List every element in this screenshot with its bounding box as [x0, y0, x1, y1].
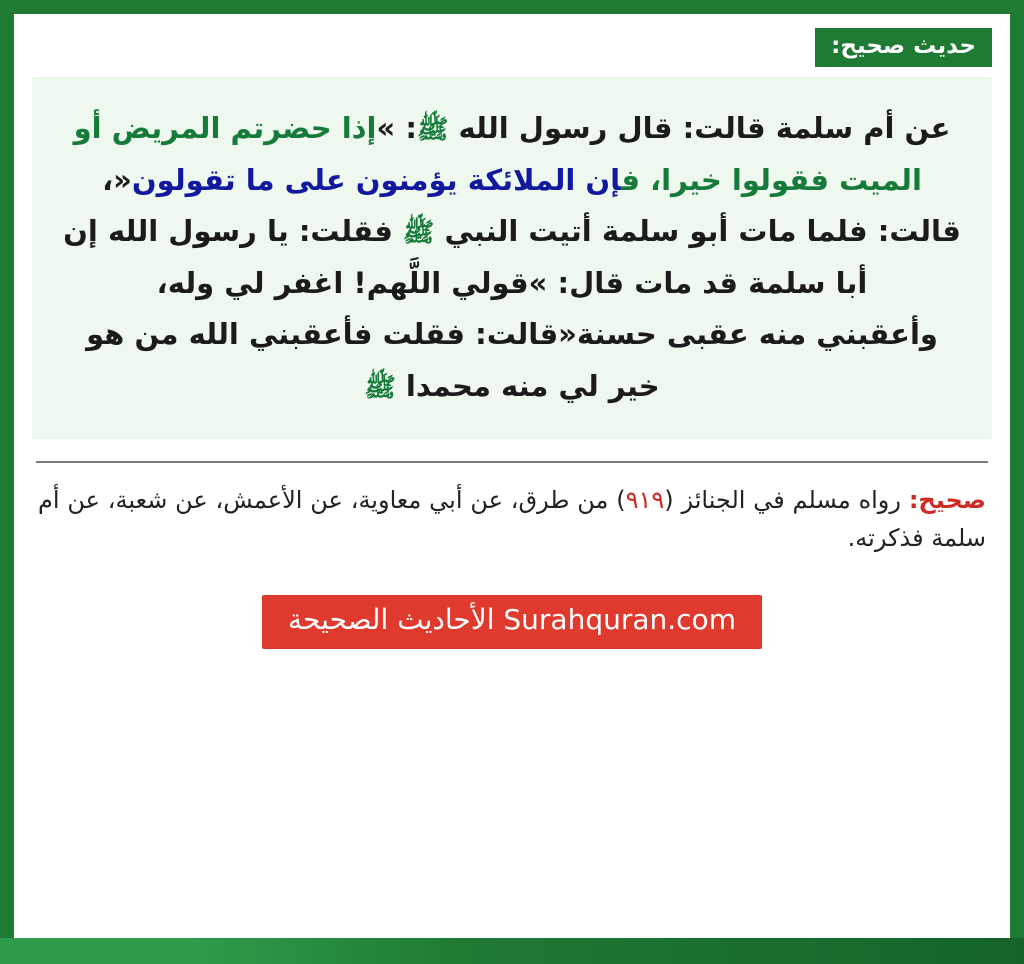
section-divider — [36, 461, 988, 463]
hadith-text — [60, 103, 964, 413]
hadith-segment-end: وأعقبني منه عقبى حسنة«قالت: فقلت فأعقبني الله من هو خير لي منه محمدا — [86, 317, 938, 404]
site-url: Surahquran.com — [503, 603, 736, 637]
takhrij-grade: صحيح: — [908, 485, 986, 514]
hadith-segment-middle: «، قالت: فلما مات أبو سلمة أتيت النبي — [102, 162, 961, 249]
hadith-segment-blue: إن الملائكة يؤمنون على ما تقولون — [131, 162, 622, 197]
hadith-segment-green: إذا حضرتم المريض أو الميت فقولوا خيرا، ف — [73, 111, 922, 197]
site-badge[interactable] — [262, 595, 762, 648]
hadith-grade-label: حديث صحيح: — [815, 28, 992, 67]
frame-top-border — [0, 0, 1024, 14]
sallallahu-icon-2: ﷺ — [402, 218, 435, 249]
site-title: الأحاديث الصحيحة — [288, 603, 495, 637]
sallallahu-icon-3: ﷺ — [364, 373, 396, 404]
frame-bottom-border — [0, 938, 1024, 964]
hadith-segment-quote-open: : » — [376, 111, 417, 145]
takhrij-text-after: ) من طرق، عن أبي معاوية، عن الأعمش، عن شعبة، عن أم سلمة فذكرته. — [38, 485, 986, 553]
hadith-segment-intro: عن أم سلمة قالت: قال رسول الله — [448, 111, 951, 145]
sallallahu-icon: ﷺ — [416, 115, 449, 145]
hadith-grade-bar — [32, 28, 992, 67]
hadith-segment-dua: فقلت: يا رسول الله إن أبا سلمة قد مات قال: »قولي اللَّهم! اغفر لي وله، — [63, 214, 868, 300]
footer-badge-wrap — [32, 595, 992, 648]
card-content — [14, 14, 1010, 938]
takhrij-paragraph — [32, 481, 992, 558]
takhrij-reference-number: ٩١٩ — [625, 485, 665, 514]
frame-left-border — [0, 0, 14, 964]
frame-right-border — [1010, 0, 1024, 964]
hadith-body-box — [32, 77, 992, 439]
takhrij-text-before: رواه مسلم في الجنائز ( — [664, 485, 909, 514]
